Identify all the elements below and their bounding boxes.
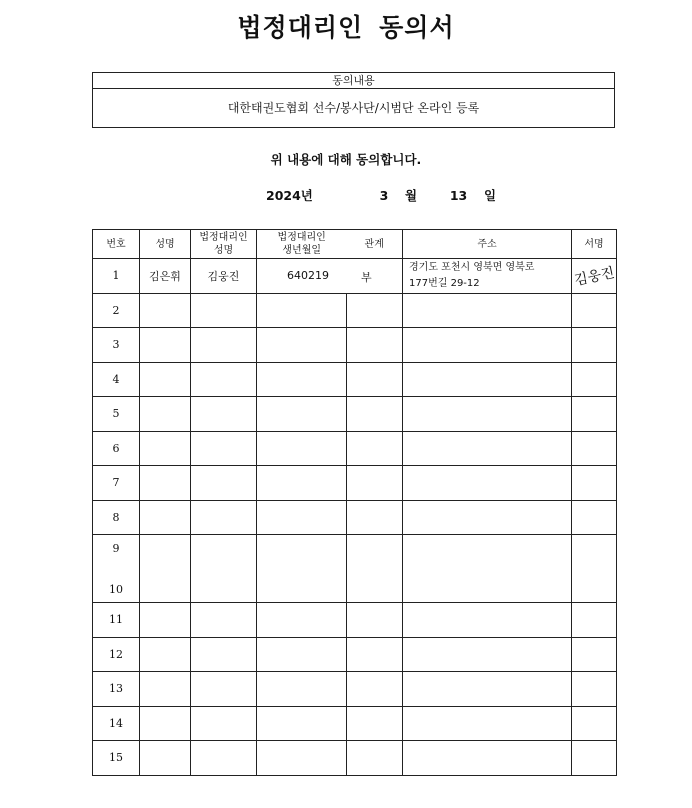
signature-cell	[572, 672, 617, 707]
guardian-birthdate	[257, 500, 347, 535]
address-cell	[403, 500, 572, 535]
col-header-guardian-birth	[257, 231, 346, 257]
address-cell	[403, 535, 572, 603]
table-header-row	[93, 230, 617, 259]
student-name	[140, 293, 191, 328]
guardian-relation	[347, 328, 403, 363]
guardian-name	[191, 500, 257, 535]
row-number: 10	[109, 582, 123, 596]
table-row	[93, 637, 617, 672]
row-number: 13	[93, 672, 140, 707]
guardian-relation	[347, 637, 403, 672]
signature-cell	[572, 259, 617, 294]
guardian-birthdate	[257, 328, 347, 363]
signature-cell	[572, 500, 617, 535]
col-header-guardian-birth-relation	[257, 230, 403, 259]
guardian-birthdate	[257, 362, 347, 397]
table-row	[93, 362, 617, 397]
col-header-guardian-name-line2: 성명	[213, 245, 234, 256]
col-header-relation: 관계	[364, 238, 384, 250]
guardian-name	[191, 362, 257, 397]
col-header-birth-line2: 생년월일	[282, 245, 322, 256]
row-number: 12	[93, 637, 140, 672]
guardian-birthdate	[257, 741, 347, 776]
guardian-birthdate: 640219	[287, 269, 329, 282]
row-number: 15	[93, 741, 140, 776]
student-name	[140, 362, 191, 397]
student-name	[140, 500, 191, 535]
address-cell	[403, 741, 572, 776]
col-header-guardian-name-line1: 법정대리인	[199, 232, 248, 243]
col-header-signature: 서명	[572, 230, 617, 259]
guardian-relation	[347, 500, 403, 535]
document-title	[0, 8, 692, 44]
row-number: 14	[93, 706, 140, 741]
guardian-name	[191, 431, 257, 466]
student-name	[140, 637, 191, 672]
col-header-birth-line1: 법정대리인	[277, 232, 326, 243]
row-number: 8	[93, 500, 140, 535]
date-year: 2024년	[266, 188, 313, 203]
address-cell	[403, 706, 572, 741]
student-name	[140, 603, 191, 638]
table-row	[93, 397, 617, 432]
address-cell	[403, 672, 572, 707]
row-number: 6	[93, 431, 140, 466]
guardian-relation	[347, 672, 403, 707]
handwritten-signature: 김웅진	[572, 264, 616, 289]
signature-cell	[572, 637, 617, 672]
guardian-birth-relation-cell	[257, 259, 403, 294]
consent-box	[92, 72, 615, 128]
guardian-name	[191, 466, 257, 501]
row-number: 5	[93, 397, 140, 432]
student-name	[140, 535, 191, 603]
student-name	[140, 706, 191, 741]
table-row	[93, 466, 617, 501]
guardian-birthdate	[257, 466, 347, 501]
col-header-address: 주소	[403, 230, 572, 259]
table-row	[93, 259, 617, 294]
table-row	[93, 328, 617, 363]
student-name	[140, 741, 191, 776]
row-number-pair	[93, 535, 140, 603]
guardian-name	[191, 328, 257, 363]
row-number: 4	[93, 362, 140, 397]
table-row	[93, 431, 617, 466]
guardian-relation	[347, 741, 403, 776]
address-line1: 경기도 포천시 영북면 영북로	[409, 261, 535, 273]
student-name	[140, 466, 191, 501]
guardian-relation	[347, 397, 403, 432]
date-day: 13	[449, 188, 468, 203]
consent-content: 대한태권도협회 선수/봉사단/시범단 온라인 등록	[227, 101, 480, 115]
student-name	[140, 328, 191, 363]
date-month: 3	[379, 188, 389, 203]
date-day-label: 일	[483, 188, 497, 203]
address-line2: 177번길 29-12	[409, 277, 480, 289]
guardian-relation	[347, 706, 403, 741]
guardian-name	[191, 672, 257, 707]
address-cell	[403, 362, 572, 397]
consent-header: 동의내용	[93, 73, 614, 89]
signature-cell	[572, 328, 617, 363]
guardian-relation	[347, 466, 403, 501]
signature-cell	[572, 362, 617, 397]
col-header-no: 번호	[93, 230, 140, 259]
guardian-name	[191, 293, 257, 328]
col-header-name: 성명	[140, 230, 191, 259]
address-cell	[403, 431, 572, 466]
guardian-birthdate	[257, 672, 347, 707]
row-number: 9	[112, 541, 120, 555]
guardian-relation	[347, 293, 403, 328]
signature-cell	[572, 535, 617, 603]
address-cell	[403, 603, 572, 638]
guardian-relation	[347, 535, 403, 603]
table-row	[93, 672, 617, 707]
guardian-birthdate	[257, 431, 347, 466]
signature-cell	[572, 293, 617, 328]
guardian-name	[191, 535, 257, 603]
signature-cell	[572, 706, 617, 741]
guardian-birthdate	[257, 603, 347, 638]
agree-statement: 위 내용에 대해 동의합니다.	[270, 152, 422, 167]
guardian-relation	[347, 603, 403, 638]
table-row	[93, 603, 617, 638]
guardian-birthdate	[257, 397, 347, 432]
title-word-guardian: 법정대리인	[237, 13, 364, 42]
student-name	[140, 431, 191, 466]
guardian-name	[191, 637, 257, 672]
guardian-birthdate	[257, 535, 347, 603]
table-row	[93, 741, 617, 776]
signature-cell	[572, 397, 617, 432]
guardian-relation	[347, 362, 403, 397]
guardian-birthdate	[257, 293, 347, 328]
col-header-guardian-name	[191, 230, 257, 259]
signature-cell	[572, 603, 617, 638]
signature-cell	[572, 466, 617, 501]
address-cell	[403, 293, 572, 328]
address-cell	[403, 466, 572, 501]
guardian-name	[191, 397, 257, 432]
date-line	[266, 186, 496, 204]
row-number: 7	[93, 466, 140, 501]
address-cell	[403, 328, 572, 363]
row-number: 3	[93, 328, 140, 363]
address-cell	[403, 397, 572, 432]
guardian-birthdate	[257, 706, 347, 741]
guardian-name	[191, 706, 257, 741]
table-row-merged	[93, 535, 617, 603]
title-word-consent: 동의서	[379, 13, 455, 42]
student-name	[140, 672, 191, 707]
guardian-name	[191, 603, 257, 638]
table-row	[93, 293, 617, 328]
guardian-relation: 부	[361, 271, 372, 284]
consent-table	[92, 229, 617, 776]
table-row	[93, 706, 617, 741]
address-cell	[403, 259, 572, 294]
guardian-birthdate	[257, 637, 347, 672]
student-name	[140, 397, 191, 432]
row-number: 1	[93, 259, 140, 294]
row-number: 11	[93, 603, 140, 638]
date-month-label: 월	[405, 188, 418, 203]
student-name: 김은휘	[140, 259, 191, 294]
guardian-relation	[347, 431, 403, 466]
address-cell	[403, 637, 572, 672]
guardian-name	[191, 741, 257, 776]
signature-cell	[572, 741, 617, 776]
guardian-name: 김웅진	[191, 259, 257, 294]
row-number: 2	[93, 293, 140, 328]
table-row	[93, 500, 617, 535]
signature-cell	[572, 431, 617, 466]
